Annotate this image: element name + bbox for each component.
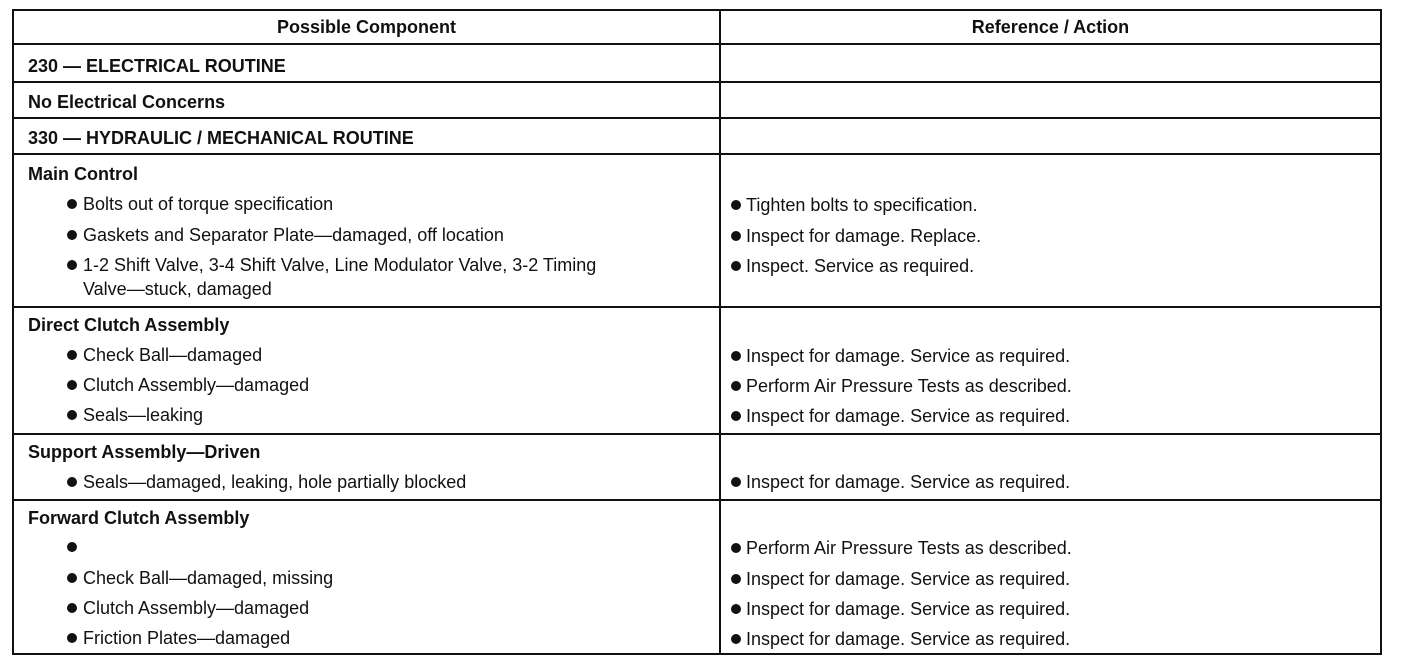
bullet-icon	[731, 261, 741, 271]
component-text: Seals—damaged, leaking, hole partially blocked	[83, 472, 467, 492]
bullet-icon	[731, 574, 741, 584]
row-divider	[14, 499, 1380, 501]
component-text: Seals—leaking	[83, 405, 204, 425]
header-possible-component: Possible Component	[276, 16, 456, 37]
component-text: Gaskets and Separator Plate—damaged, off location	[83, 225, 504, 245]
action-text: Inspect. Service as required.	[746, 256, 975, 276]
section-title: Main Control	[28, 164, 138, 184]
action-text: Perform Air Pressure Tests as described.	[746, 376, 1072, 396]
component-text: Check Ball—damaged	[83, 345, 263, 365]
bullet-icon	[67, 633, 77, 643]
bullet-icon	[67, 260, 77, 270]
component-text: Clutch Assembly—damaged	[83, 375, 310, 395]
section-title: Direct Clutch Assembly	[28, 315, 230, 335]
bullet-icon	[67, 380, 77, 390]
section-title: Forward Clutch Assembly	[28, 508, 250, 528]
bullet-icon	[731, 634, 741, 644]
header-reference-action: Reference / Action	[971, 16, 1130, 37]
bullet-icon	[67, 542, 77, 552]
action-text: Inspect for damage. Service as required.	[746, 472, 1071, 492]
row-divider	[14, 153, 1380, 155]
action-text: Inspect for damage. Service as required.	[746, 569, 1071, 589]
bullet-icon	[67, 573, 77, 583]
bullet-icon	[731, 477, 741, 487]
section-title: Support Assembly—Driven	[28, 442, 261, 462]
bullet-icon	[67, 199, 77, 209]
action-text: Inspect for damage. Service as required.	[746, 406, 1071, 426]
component-text: Valve—stuck, damaged	[83, 279, 272, 299]
component-text: 1-2 Shift Valve, 3-4 Shift Valve, Line Modulator Valve, 3-2 Timing	[83, 255, 597, 275]
bullet-icon	[67, 230, 77, 240]
section-title: No Electrical Concerns	[28, 92, 226, 112]
bullet-icon	[731, 351, 741, 361]
row-divider	[14, 433, 1380, 435]
action-text: Inspect for damage. Service as required.	[746, 629, 1071, 649]
component-text: Clutch Assembly—damaged	[83, 598, 310, 618]
bullet-icon	[731, 411, 741, 421]
row-divider	[14, 117, 1380, 119]
row-divider	[14, 81, 1380, 83]
section-title: 230 — ELECTRICAL ROUTINE	[28, 56, 286, 76]
bullet-icon	[731, 200, 741, 210]
row-divider	[14, 43, 1380, 45]
row-divider	[14, 306, 1380, 308]
action-text: Inspect for damage. Service as required.	[746, 346, 1071, 366]
component-text: Bolts out of torque specification	[83, 194, 334, 214]
component-text: Friction Plates—damaged	[83, 628, 291, 648]
bullet-icon	[67, 350, 77, 360]
bullet-icon	[731, 604, 741, 614]
action-text: Tighten bolts to specification.	[746, 195, 978, 215]
action-text: Inspect for damage. Replace.	[746, 226, 982, 246]
bullet-icon	[67, 410, 77, 420]
diagnostic-table	[12, 9, 1382, 655]
action-text: Inspect for damage. Service as required.	[746, 599, 1071, 619]
bullet-icon	[731, 543, 741, 553]
column-divider	[719, 11, 721, 653]
bullet-icon	[731, 231, 741, 241]
section-title: 330 — HYDRAULIC / MECHANICAL ROUTINE	[28, 128, 414, 148]
component-text: Check Ball—damaged, missing	[83, 568, 334, 588]
bullet-icon	[67, 603, 77, 613]
action-text: Perform Air Pressure Tests as described.	[746, 538, 1072, 558]
bullet-icon	[731, 381, 741, 391]
bullet-icon	[67, 477, 77, 487]
